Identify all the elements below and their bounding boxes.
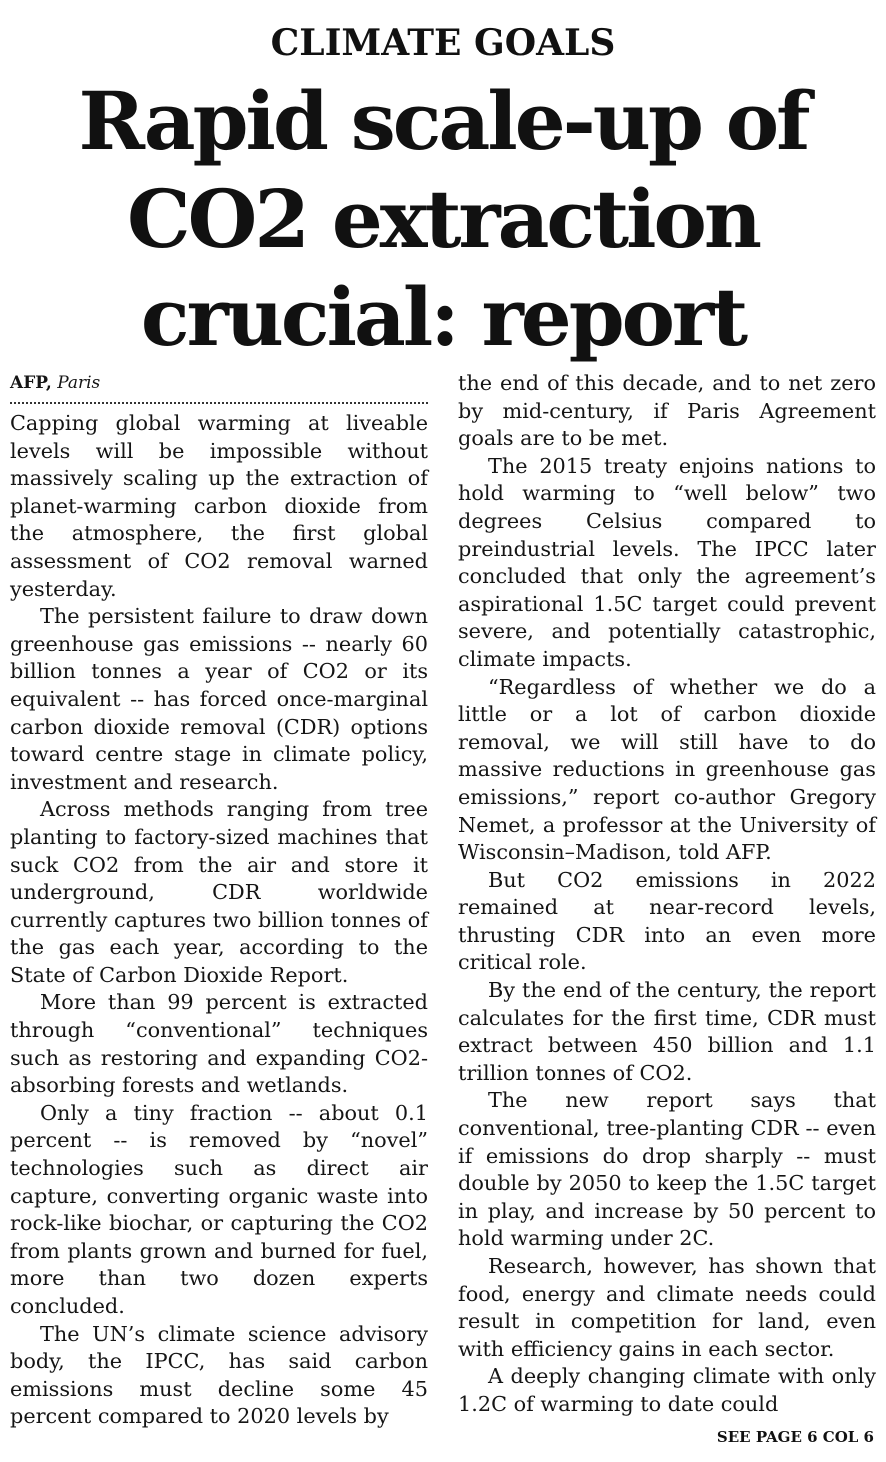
paragraph: But CO2 emissions in 2022 remained at near-record levels, thrusting CDR into an even more critical role. [458, 867, 876, 975]
right-column [458, 370, 876, 1419]
paragraph: Across methods ranging from tree planting to factory-sized machines that suck CO2 from the air and store it underground, CDR worldwide currently captures two billion tonnes of the gas each year, according to the State of Carbon Dioxide Report. [10, 797, 428, 987]
paragraph: A deeply changing climate with only 1.2C of warming to date could [458, 1364, 876, 1416]
byline-agency: AFP, [10, 373, 52, 393]
headline: Rapid scale-up of CO2 extraction crucial: report [78, 74, 808, 364]
paragraph: By the end of the century, the report calculates for the first time, CDR must extract between 450 billion and 1.1 trillion tonnes of CO2. [458, 978, 876, 1085]
byline-place: Paris [57, 373, 101, 393]
paragraph: Research, however, has shown that food, energy and climate needs could result in competition for land, even with efficiency gains in each sector. [458, 1254, 876, 1361]
paragraph: Only a tiny fraction -- about 0.1 percent -- is removed by “novel” technologies such as direct air capture, converting organic waste into rock-like biochar, or capturing the CO2 from plants grown and burned for fuel, more than two dozen experts concluded. [10, 1100, 428, 1318]
paragraph: The new report says that conventional, tree-planting CDR -- even if emissions do drop sharply -- must double by 2050 to keep the 1.5C target in play, and increase by 50 percent to hold warming under 2C. [458, 1088, 876, 1251]
left-column [10, 372, 428, 1431]
byline [10, 372, 428, 404]
paragraph: The persistent failure to draw down greenhouse gas emissions -- nearly 60 billion tonnes a year of CO2 or its equivalent -- has forced once-marginal carbon dioxide removal (CDR) options toward centre stage in climate policy, investment and research. [10, 604, 428, 794]
paragraph: “Regardless of whether we do a little or a lot of carbon dioxide removal, we will still have to do massive reductions in greenhouse gas emissions,” report co-author Gregory Nemet, a professor at the University of Wisconsin–Madison, told AFP. [458, 674, 876, 865]
kicker: CLIMATE GOALS [270, 22, 616, 64]
paragraph: More than 99 percent is extracted through “conventional” techniques such as restoring and expanding CO2-absorbing forests and wetlands. [10, 990, 428, 1098]
paragraph: The UN’s climate science advisory body, the IPCC, has said carbon emissions must decline some 45 percent compared to 2020 levels by [10, 1321, 428, 1429]
paragraph: Capping global warming at liveable levels will be impossible without massively scaling up the extraction of planet-warming carbon dioxide from the atmosphere, the first global assessment of CO2 removal warned yesterday. [10, 411, 428, 601]
paragraph-continued: the end of this decade, and to net zero by mid-century, if Paris Agreement goals are to be met. [458, 371, 876, 451]
jump-line: SEE PAGE 6 COL 6 [716, 1428, 874, 1446]
paragraph: The 2015 treaty enjoins nations to hold warming to “well below” two degrees Celsius compared to preindustrial levels. The IPCC later concluded that only the agreement’s aspirational 1.5C target could prevent severe, and potentially catastrophic, climate impacts. [458, 453, 876, 671]
